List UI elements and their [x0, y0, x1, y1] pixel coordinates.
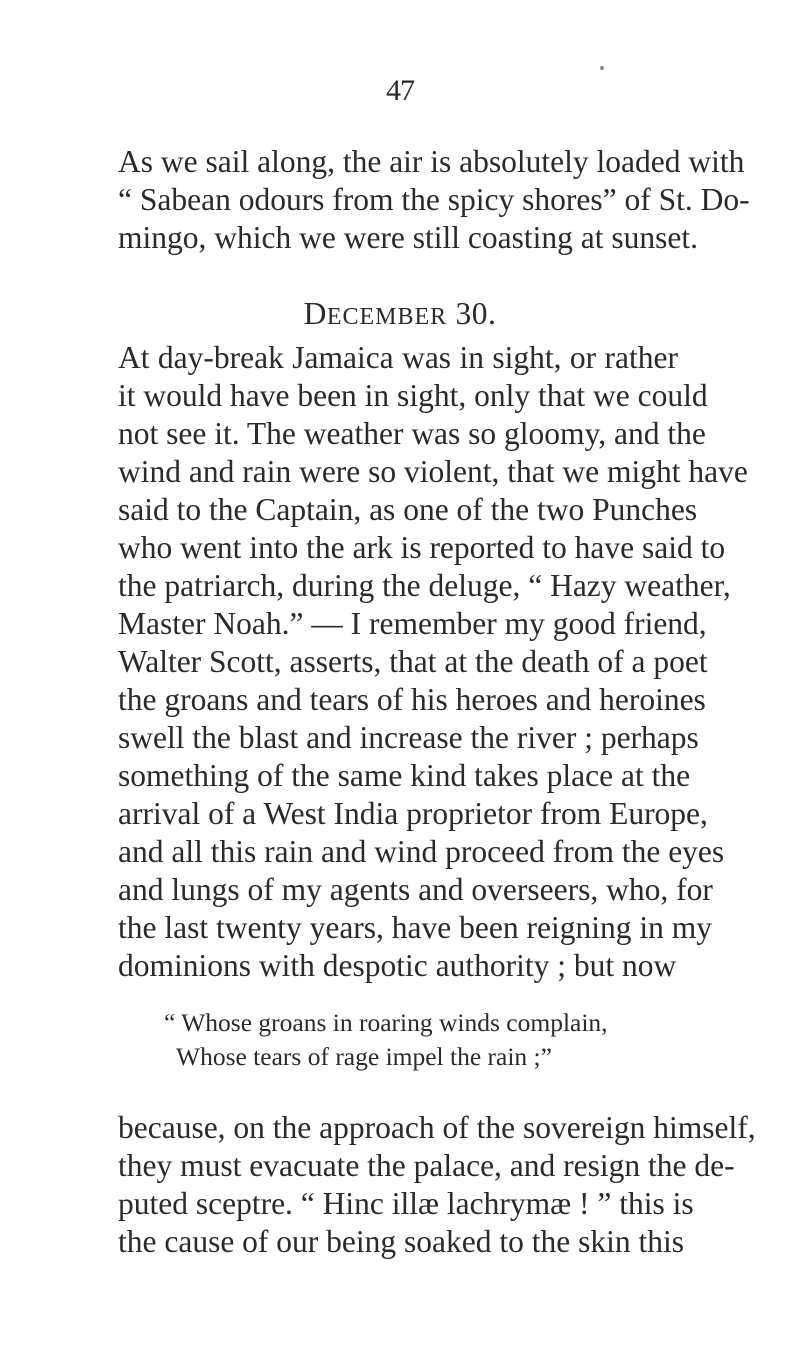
heading-initial: D [303, 296, 327, 331]
verse-line: “ Whose groans in roaring winds complain, [164, 1008, 608, 1037]
heading-day: 30. [455, 296, 497, 331]
text-line: the cause of our being soaked to the skin this [118, 1224, 685, 1259]
text-line: wind and rain were so violent, that we might have [118, 454, 748, 489]
text-line: not see it. The weather was so gloomy, and the [118, 416, 706, 451]
verse-line: Whose tears of rage impel the rain ;” [176, 1042, 552, 1071]
text-line: At day-break Jamaica was in sight, or rather [118, 340, 678, 375]
text-line: arrival of a West India proprietor from Europe, [118, 796, 708, 831]
text-line: who went into the ark is reported to have said to [118, 530, 726, 565]
text-line: the last twenty years, have been reigning in my [118, 910, 712, 945]
text-line: dominions with despotic authority ; but now [118, 948, 677, 983]
section-heading [0, 294, 800, 337]
text-line: it would have been in sight, only that we could [118, 378, 708, 413]
text-line: the groans and tears of his heroes and heroines [118, 682, 706, 717]
text-line: and all this rain and wind proceed from the eyes [118, 834, 725, 869]
text-line: mingo, which we were still coasting at sunset. [118, 220, 699, 255]
text-line: they must evacuate the palace, and resign the de- [118, 1148, 735, 1183]
text-line: the patriarch, during the deluge, “ Hazy weather, [118, 568, 731, 603]
text-line: said to the Captain, as one of the two Punches [118, 492, 698, 527]
heading-month: ECEMBER [326, 304, 448, 330]
text-line: something of the same kind takes place at the [118, 758, 691, 793]
print-speck [600, 66, 604, 70]
text-line: Master Noah.” — I remember my good friend, [118, 606, 707, 641]
text-line: “ Sabean odours from the spicy shores” of St. Do- [118, 182, 750, 217]
text-line: and lungs of my agents and overseers, who, for [118, 872, 713, 907]
text-line: swell the blast and increase the river ; perhaps [118, 720, 699, 755]
page-number: 47 [386, 74, 414, 107]
text-line: puted sceptre. “ Hinc illæ lachrymæ ! ” this is [118, 1186, 694, 1221]
text-line: Walter Scott, asserts, that at the death of a poet [118, 644, 708, 679]
text-line: because, on the approach of the sovereign himself, [118, 1110, 756, 1145]
text-line: As we sail along, the air is absolutely loaded with [118, 144, 745, 179]
